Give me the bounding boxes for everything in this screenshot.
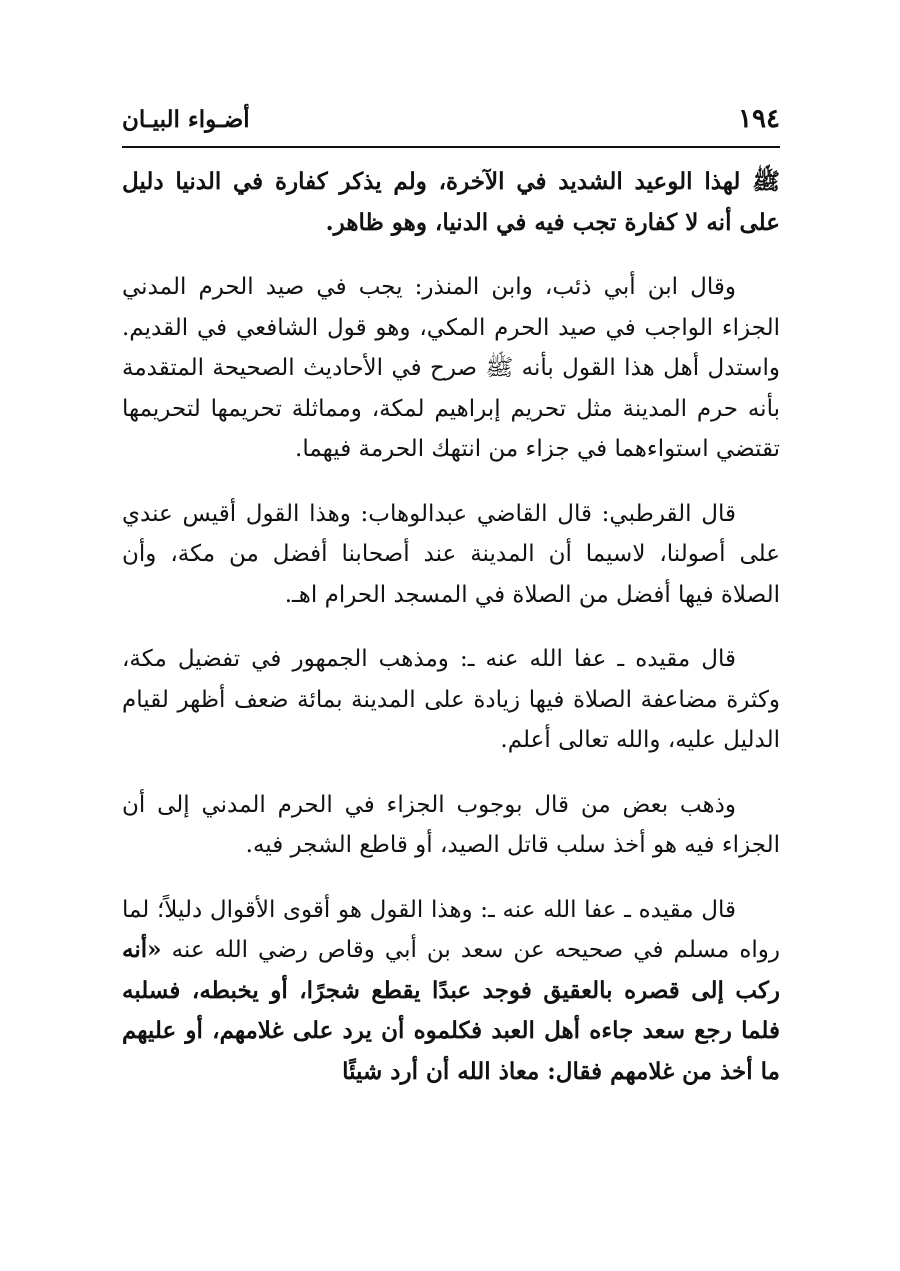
page-body bbox=[122, 162, 780, 1092]
paragraph-4: قال مقيده ـ عفا الله عنه ـ: ومذهب الجمهور في تفضيل مكة، وكثرة مضاعفة الصلاة فيها زيادة على المدينة بمائة ضعف أظهر لقيام الدليل عليه، والله تعالى أعلم. bbox=[122, 646, 780, 753]
paragraph-1: ﷺ لهذا الوعيد الشديد في الآخرة، ولم يذكر كفارة في الدنيا دليل على أنه لا كفارة تجب فيه في الدنيا، وهو ظاهر. bbox=[122, 168, 780, 236]
hadith-quote: «أنه ركب إلى قصره بالعقيق فوجد عبدًا يقطع شجرًا، أو يخبطه، فسلبه فلما رجع سعد جاءه أهل العبد فكلموه أن يرد على غلامهم، أو عليهم ما أخذ من غلامهم فقال: معاذ الله أن أرد شيئًا bbox=[122, 936, 780, 1085]
paragraph-2: وقال ابن أبي ذئب، وابن المنذر: يجب في صيد الحرم المدني الجزاء الواجب في صيد الحرم المكي، وهو قول الشافعي في القديم. واستدل أهل هذا القول بأنه ﷺ صرح في الأحاديث الصحيحة المتقدمة بأنه حرم المدينة مثل تحريم إبراهيم لمكة، ومماثلة تحريمها لتحريمها تقتضي استواءهما في جزاء من انتهك الحرمة فيهما. bbox=[122, 274, 780, 462]
paragraph-6-intro: قال مقيده ـ عفا الله عنه ـ: وهذا القول هو أقوى الأقوال دليلاً؛ لما رواه مسلم في صحيحه عن سعد بن أبي وقاص رضي الله عنه bbox=[122, 896, 780, 963]
page-header bbox=[122, 100, 780, 148]
paragraph-6 bbox=[122, 890, 780, 1093]
book-title: أضـواء البيـان bbox=[122, 106, 250, 133]
paragraph-5: وذهب بعض من قال بوجوب الجزاء في الحرم المدني إلى أن الجزاء فيه هو أخذ سلب قاتل الصيد، أو قاطع الشجر فيه. bbox=[122, 791, 780, 858]
page-number: ١٩٤ bbox=[738, 104, 780, 134]
paragraph-3: قال القرطبي: قال القاضي عبدالوهاب: وهذا القول أقيس عندي على أصولنا، لاسيما أن المدينة عند أصحابنا أفضل من مكة، وأن الصلاة فيها أفضل من الصلاة في المسجد الحرام اهـ. bbox=[122, 500, 780, 608]
